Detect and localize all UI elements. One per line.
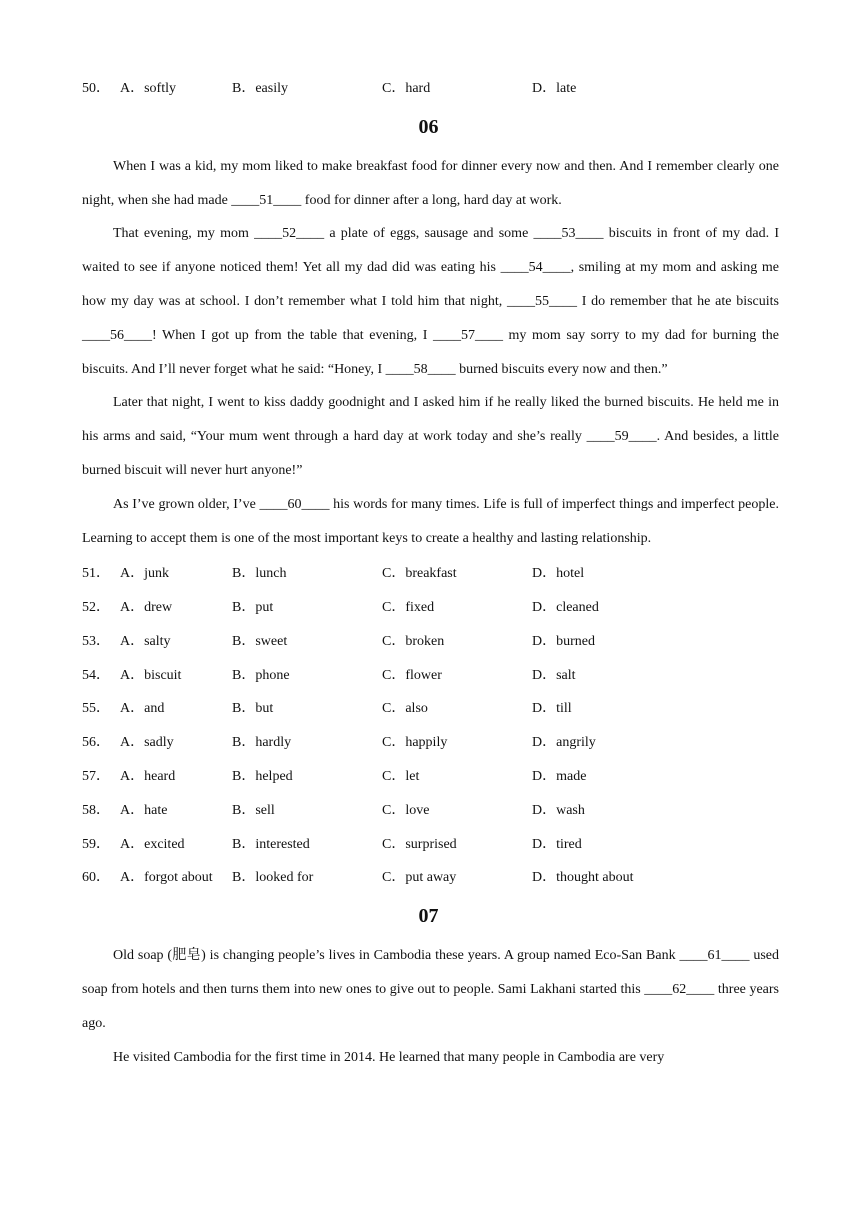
option-d: D．late <box>532 80 577 96</box>
option-a: A．excited <box>120 836 185 852</box>
section-heading-07: 07 <box>418 905 439 928</box>
question-row <box>82 724 779 758</box>
option-d: D．till <box>532 701 572 717</box>
question-number: 58． <box>82 802 110 818</box>
question-50 <box>82 70 779 104</box>
option-b: B．but <box>232 701 274 717</box>
option-b: B．helped <box>232 769 293 785</box>
option-b: B．interested <box>232 836 310 852</box>
option-b: B．sell <box>232 802 275 818</box>
passage-paragraph: Old soap (肥皂) is changing people’s lives in Cambodia these years. A group named Eco-San Bank ____61____ used soap from hotels and then turns them into new ones to give out to people. Sami Lakhani started this ____62____ three years ago. <box>82 948 779 1031</box>
option-c: C．love <box>382 802 430 818</box>
question-number: 57． <box>82 769 110 785</box>
question-row <box>82 589 779 623</box>
option-a: A．salty <box>120 633 171 649</box>
option-d: D．angrily <box>532 735 596 751</box>
option-d: D．cleaned <box>532 600 599 616</box>
question-row <box>82 555 779 589</box>
question-row <box>82 792 779 826</box>
question-number: 51． <box>82 566 110 582</box>
option-c: C．breakfast <box>382 566 457 582</box>
option-c: C．put away <box>382 870 457 886</box>
option-a: A．junk <box>120 566 169 582</box>
option-c: C．flower <box>382 667 442 683</box>
question-number: 52． <box>82 600 110 616</box>
passage-paragraph: When I was a kid, my mom liked to make breakfast food for dinner every now and then. And I remember clearly one night, when she had made ____51____ food for dinner after a long, hard day at work. <box>82 158 779 208</box>
question-number: 50． <box>82 80 110 96</box>
option-d: D．burned <box>532 633 595 649</box>
question-list <box>82 555 779 893</box>
option-d: D．wash <box>532 802 585 818</box>
option-c: C．let <box>382 769 420 785</box>
question-row <box>82 657 779 691</box>
question-row <box>82 860 779 894</box>
option-b: B．looked for <box>232 870 314 886</box>
option-b: B．phone <box>232 667 290 683</box>
option-c: C．also <box>382 701 428 717</box>
question-number: 60． <box>82 870 110 886</box>
option-a: A．biscuit <box>120 667 182 683</box>
question-row <box>82 826 779 860</box>
option-a: A．sadly <box>120 735 174 751</box>
passage-paragraph: That evening, my mom ____52____ a plate of eggs, sausage and some ____53____ biscuits in front of my dad. I waited to see if anyone noticed them! Yet all my dad did was eating his ____54____, smiling at my mom and asking me how my day was at school. I don’t remember what I told him that night, ____55____ I do remember that he ate biscuits ____56____! When I got up from the table that evening, I ____57____ my mom say sorry to my dad for burning the biscuits. And I’ll never forget what he said: “Honey, I ____58____ burned biscuits every now and then.” <box>82 226 779 377</box>
question-row <box>82 758 779 792</box>
option-d: D．hotel <box>532 566 585 582</box>
option-d: D．tired <box>532 836 582 852</box>
question-number: 54． <box>82 667 110 683</box>
question-number: 56． <box>82 735 110 751</box>
section-heading-06: 06 <box>418 115 439 138</box>
option-c: C．fixed <box>382 600 435 616</box>
question-number: 53． <box>82 633 110 649</box>
option-d: D．thought about <box>532 870 634 886</box>
option-c: C．hard <box>382 80 431 96</box>
passage-paragraph: As I’ve grown older, I’ve ____60____ his words for many times. Life is full of imperfect things and imperfect people. Learning to accept them is one of the most important keys to create a healthy and lasting relationship. <box>82 496 779 546</box>
question-number: 59． <box>82 836 110 852</box>
option-a: A．softly <box>120 80 176 96</box>
option-b: B．lunch <box>232 566 287 582</box>
option-c: C．happily <box>382 735 448 751</box>
option-a: A．forgot about <box>120 870 213 886</box>
question-number: 55． <box>82 701 110 717</box>
option-b: B．hardly <box>232 735 292 751</box>
passage-paragraph: He visited Cambodia for the first time in 2014. He learned that many people in Cambodia are very <box>113 1049 665 1065</box>
passage-paragraph: Later that night, I went to kiss daddy goodnight and I asked him if he really liked the burned biscuits. He held me in his arms and said, “Your mum went through a hard day at work today and she’s really ____59____. And besides, a little burned biscuit will never hurt anyone!” <box>82 395 779 478</box>
option-a: A．and <box>120 701 165 717</box>
option-c: C．broken <box>382 633 445 649</box>
option-b: B．easily <box>232 80 288 96</box>
option-d: D．made <box>532 769 587 785</box>
option-b: B．put <box>232 600 274 616</box>
document-content <box>82 70 779 1075</box>
option-a: A．drew <box>120 600 173 616</box>
option-d: D．salt <box>532 667 576 683</box>
question-row <box>82 623 779 657</box>
question-row <box>82 691 779 725</box>
option-a: A．hate <box>120 802 168 818</box>
option-a: A．heard <box>120 769 176 785</box>
option-b: B．sweet <box>232 633 288 649</box>
option-c: C．surprised <box>382 836 457 852</box>
